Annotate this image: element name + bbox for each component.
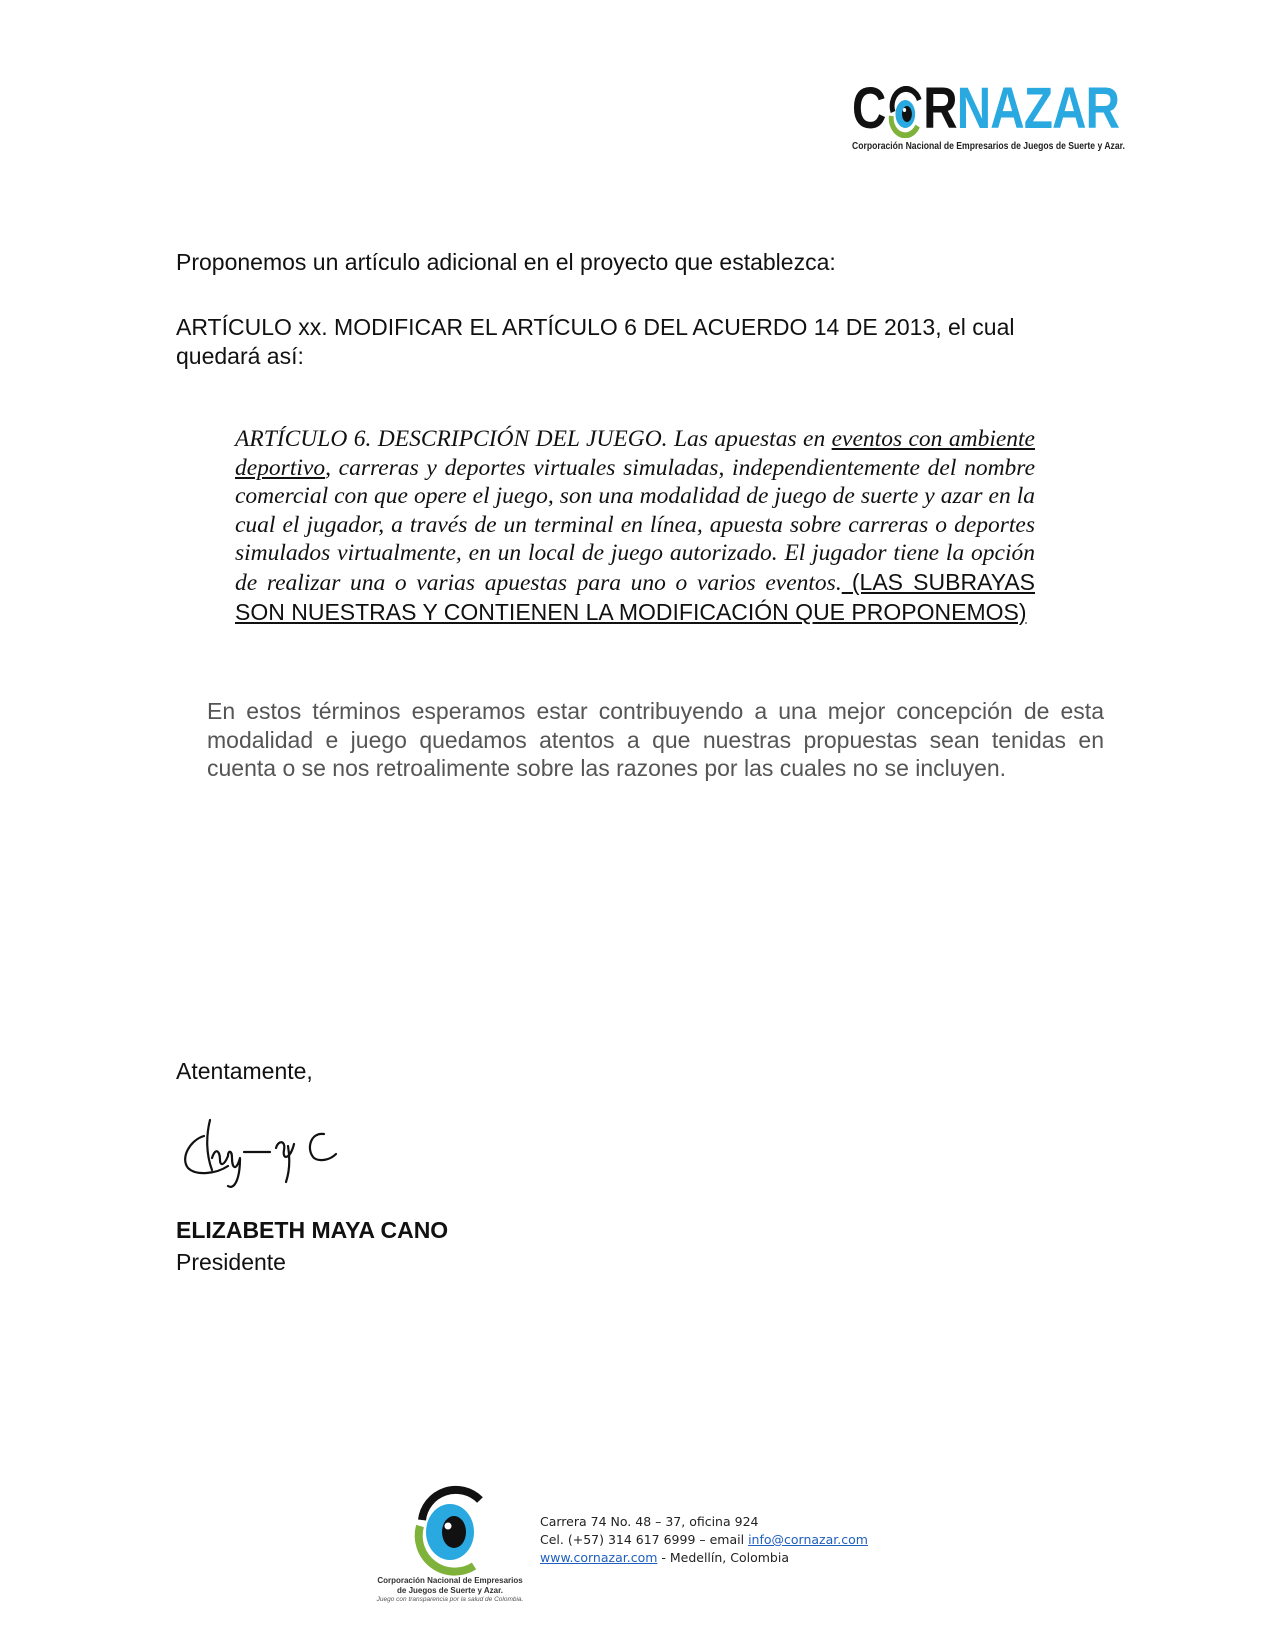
contact-phone-line — [540, 1531, 868, 1549]
logo-tagline: Corporación Nacional de Empresarios de Juegos de Suerte y Azar. — [852, 140, 1125, 152]
footer-logo-text — [370, 1576, 530, 1604]
logo-letter-c: C — [852, 76, 886, 141]
email-link[interactable]: info@cornazar.com — [748, 1532, 868, 1547]
logo-letter-r: R — [923, 76, 957, 141]
contact-web-line — [540, 1549, 868, 1567]
quote-underlined: eventos con ambiente deportivo — [235, 426, 1035, 481]
intro-paragraph: Proponemos un artículo adicional en el proyecto que establezca: — [176, 249, 836, 275]
signature-image — [176, 1110, 426, 1200]
cornazar-logo — [852, 76, 1125, 154]
logo-letters-nazar: NAZAR — [956, 76, 1120, 141]
footer-logo-tagline: Juego con transparencia por la salud de Colombia. — [376, 1596, 524, 1603]
contact-phone: Cel. (+57) 314 617 6999 – email — [540, 1532, 749, 1547]
website-link[interactable]: www.cornazar.com — [540, 1550, 658, 1565]
quote-note: (LAS SUBRAYAS SON NUESTRAS Y CONTIENEN LA MODIFICACIÓN QUE PROPONEMOS) — [235, 568, 1036, 625]
contact-block — [540, 1513, 868, 1567]
article-quote — [235, 425, 1035, 627]
salutation: Atentamente, — [176, 1058, 313, 1084]
footer-logo-line2: de Juegos de Suerte y Azar. — [397, 1586, 503, 1595]
contact-city: - Medellín, Colombia — [657, 1550, 789, 1565]
signer-title: Presidente — [176, 1249, 286, 1275]
article-heading: ARTÍCULO xx. MODIFICAR EL ARTÍCULO 6 DEL ACUERDO 14 DE 2013, el cual quedará así: — [176, 314, 1015, 369]
closing-paragraph: En estos términos esperamos estar contribuyendo a una mejor concepción de esta modalidad e juego quedamos atentos a que nuestras propuestas sean tenidas en cuenta o se nos retroalimente sobre las razones por las cuales no se incluyen. — [207, 698, 1104, 782]
quote-part1: ARTÍCULO 6. DESCRIPCIÓN DEL JUEGO. Las apuestas en — [235, 426, 832, 452]
footer-logo-line1: Corporación Nacional de Empresarios — [377, 1576, 523, 1585]
contact-address: Carrera 74 No. 48 – 37, oficina 924 — [540, 1514, 759, 1529]
quote-part2: , carreras y deportes virtuales simuladas, independientemente del nombre comercial con que opere el juego, son una modalidad de juego de suerte y azar en la cual el jugador, a través de un terminal en línea, apuesta sobre carreras o deportes simulados virtualmente, en un local de juego autorizado. El jugador tiene la opción de realizar una o varias apuestas para uno o varios eventos. — [235, 454, 1035, 596]
signer-name: ELIZABETH MAYA CANO — [176, 1217, 449, 1243]
logo-wordmark — [852, 76, 1120, 141]
eye-icon — [886, 86, 922, 138]
